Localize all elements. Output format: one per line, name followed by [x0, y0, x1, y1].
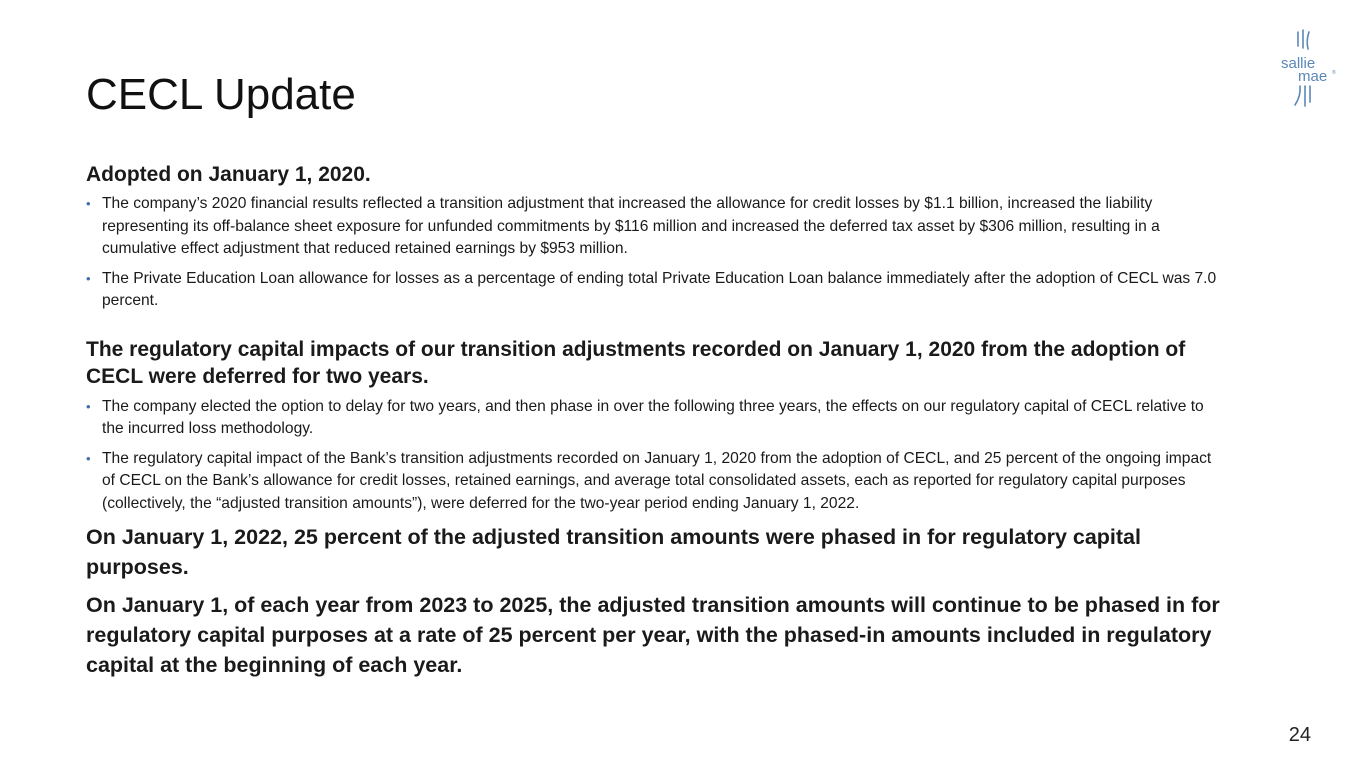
regulatory-bullet-list: [86, 396, 1226, 516]
list-item: [86, 448, 1226, 516]
adoption-bullet-list: [86, 193, 1226, 313]
logo-line1: sallie: [1281, 55, 1316, 72]
bullet-text: The regulatory capital impact of the Bank’s transition adjustments recorded on January 1, 2020 from the adoption of CECL, and 25 percent of the ongoing impact of CECL on the Bank’s allowance for credit losses, retained earnings, and average total consolidated assets, each as reported for regulatory capital purposes (collectively, the “adjusted transition amounts”), were deferred for the two-year period ending January 1, 2022.: [102, 449, 1212, 512]
slide-content: [86, 160, 1226, 680]
bullet-icon: •: [86, 450, 91, 466]
slide-title: CECL Update: [86, 70, 356, 119]
logo-trademark: ®: [1332, 70, 1336, 76]
section-heading-phase-in-2023-2025: On January 1, of each year from 2023 to 2025, the adjusted transition amounts will continue to be phased in for regulatory capital purposes at a rate of 25 percent per year, with the phased-in amounts included in regulatory capital at the beginning of each year.: [86, 593, 1220, 677]
bullet-icon: •: [86, 196, 91, 211]
bullet-text: The company elected the option to delay for two years, and then phase in over the following three years, the effects on our regulatory capital of CECL relative to the incurred loss methodology.: [102, 397, 1204, 437]
section-heading-regulatory-impact: The regulatory capital impacts of our transition adjustments recorded on January 1, 2020 from the adoption of CECL were deferred for two years.: [86, 337, 1186, 388]
list-item: [86, 193, 1226, 261]
bullet-icon: •: [86, 398, 91, 414]
bullet-icon: •: [86, 270, 91, 286]
bullet-text: The company’s 2020 financial results reflected a transition adjustment that increased the allowance for credit losses by $1.1 billion, increased the liability representing its off-balance sheet exposure for unfunded commitments by $116 million and increased the deferred tax asset by $306 million, resulting in a cumulative effect adjustment that reduced retained earnings by $953 million.: [102, 195, 1160, 257]
section-heading-phase-in-2022: On January 1, 2022, 25 percent of the adjusted transition amounts were phased in for regulatory capital purposes.: [86, 525, 1141, 579]
logo-line2: mae: [1298, 68, 1328, 85]
bullet-text: The Private Education Loan allowance for losses as a percentage of ending total Private Education Loan balance immediately after the adoption of CECL was 7.0 percent.: [102, 269, 1217, 309]
list-item: [86, 268, 1226, 313]
list-item: [86, 396, 1226, 441]
page-number: 24: [1288, 724, 1311, 746]
sallie-mae-logo: [1278, 28, 1342, 110]
section-heading-adoption: Adopted on January 1, 2020.: [86, 163, 371, 186]
